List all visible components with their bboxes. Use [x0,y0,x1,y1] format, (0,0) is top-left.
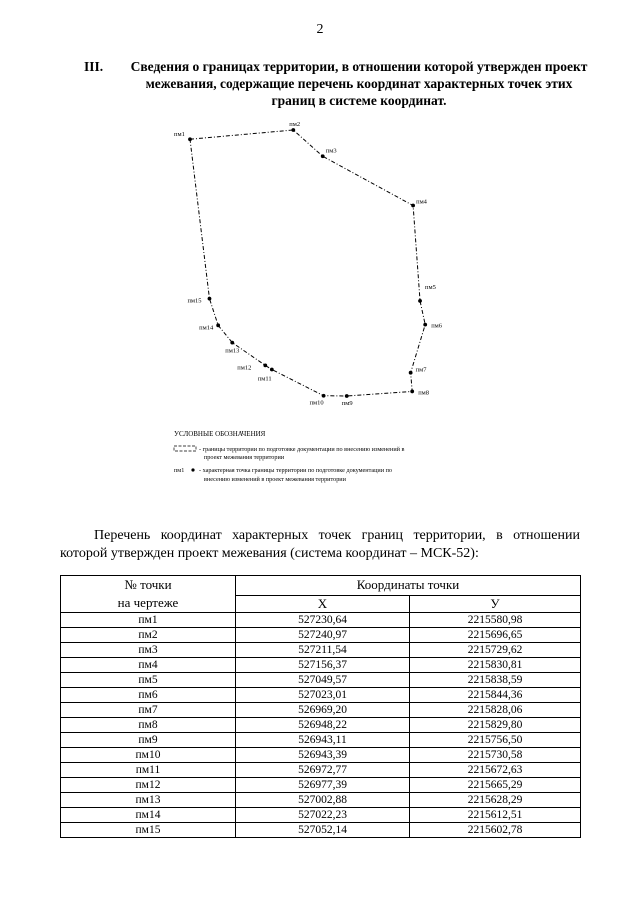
x-coordinate-cell: 526977,39 [236,778,410,793]
table-row [61,778,581,793]
boundary-point-marker [423,323,427,327]
boundary-point-label: пм13 [225,347,240,355]
y-coordinate-cell: 2215829,80 [410,718,581,733]
point-number-cell: пм5 [61,673,236,688]
boundary-point-label: пм8 [418,389,430,397]
boundary-point-marker [345,394,349,398]
x-coordinate-cell: 526943,39 [236,748,410,763]
y-coordinate-cell: 2215612,51 [410,808,581,823]
page-number: 2 [316,22,324,37]
point-number-header-line2: на чертеже [117,595,179,610]
y-coordinate-cell: 2215844,36 [410,688,581,703]
table-row [61,748,581,763]
boundary-scheme [160,112,500,497]
table-row [61,823,581,838]
x-coordinate-cell: 527230,64 [236,613,410,628]
boundary-point-marker [409,371,413,375]
point-number-cell: пм15 [61,823,236,838]
y-coordinate-cell: 2215730,58 [410,748,581,763]
x-coordinate-cell: 527240,97 [236,628,410,643]
boundary-point-label: пм4 [416,198,427,206]
boundary-point-label: пм14 [199,324,214,332]
table-row [61,673,581,688]
boundary-point-label: пм9 [341,399,353,407]
boundary-point-marker [208,297,212,301]
table-row [61,763,581,778]
boundary-point-label: пм2 [289,121,301,128]
boundary-point-marker [230,341,234,345]
y-coordinate-cell: 2215756,50 [410,733,581,748]
x-coordinate-cell: 527052,14 [236,823,410,838]
boundary-point-label: пм15 [187,297,202,305]
territory-boundary-line [190,130,425,396]
legend-point-symbol-label: пм1 [174,467,185,474]
point-number-header-line1: № точки [124,577,172,592]
boundary-point-marker [270,368,274,372]
point-number-cell: пм10 [61,748,236,763]
coordinates-header: Координаты точки [236,576,581,596]
y-coordinate-cell: 2215696,65 [410,628,581,643]
coordinates-intro-paragraph: Перечень координат характерных точек границ территории, в отношении которой утвержден проект межевания (система координат – МСК-52): [60,528,580,561]
x-coordinate-cell: 526948,22 [236,718,410,733]
point-number-cell: пм12 [61,778,236,793]
point-number-cell: пм1 [61,613,236,628]
boundary-point-label: пм3 [325,147,337,155]
x-column-header: X [236,595,410,612]
legend-title: УСЛОВНЫЕ ОБОЗНАЧЕНИЯ [174,430,266,438]
boundary-point-marker [322,394,326,398]
point-number-cell: пм4 [61,658,236,673]
x-coordinate-cell: 526943,11 [236,733,410,748]
x-coordinate-cell: 527049,57 [236,673,410,688]
point-number-cell: пм14 [61,808,236,823]
point-number-cell: пм2 [61,628,236,643]
coordinates-table [60,575,581,838]
y-coordinate-cell: 2215580,98 [410,613,581,628]
legend-boundary-text-a: - границы территории по подготовке документации по внесению изменений в [199,446,405,453]
point-number-cell: пм11 [61,763,236,778]
y-column-header: У [410,595,581,612]
x-coordinate-cell: 526969,20 [236,703,410,718]
point-number-header [61,576,236,613]
boundary-point-label: пм11 [257,375,272,383]
table-row [61,793,581,808]
boundary-point-label: пм5 [425,283,436,291]
table-row [61,703,581,718]
legend [174,430,405,483]
table-row [61,733,581,748]
legend-point-text-a: - характерная точка границы территории по подготовке документации по [199,467,393,474]
point-number-cell: пм9 [61,733,236,748]
boundary-point-marker [291,128,295,132]
x-coordinate-cell: 527002,88 [236,793,410,808]
table-row [61,688,581,703]
table-row [61,628,581,643]
boundary-point-marker [418,299,422,303]
boundary-point-marker [188,137,192,141]
boundary-point-label: пм12 [237,364,252,372]
boundary-points [174,121,443,407]
boundary-point-label: пм1 [174,131,185,139]
y-coordinate-cell: 2215830,81 [410,658,581,673]
boundary-point-label: пм6 [431,322,443,330]
x-coordinate-cell: 527023,01 [236,688,410,703]
point-number-cell: пм3 [61,643,236,658]
point-number-cell: пм6 [61,688,236,703]
point-number-cell: пм8 [61,718,236,733]
x-coordinate-cell: 527156,37 [236,658,410,673]
x-coordinate-cell: 527211,54 [236,643,410,658]
boundary-point-marker [216,323,220,327]
y-coordinate-cell: 2215665,29 [410,778,581,793]
boundary-point-label: пм7 [415,366,427,374]
point-number-cell: пм13 [61,793,236,808]
table-row [61,718,581,733]
y-coordinate-cell: 2215828,06 [410,703,581,718]
boundary-point-marker [263,363,267,367]
y-coordinate-cell: 2215672,63 [410,763,581,778]
x-coordinate-cell: 526972,77 [236,763,410,778]
section-heading [84,58,594,109]
y-coordinate-cell: 2215602,78 [410,823,581,838]
y-coordinate-cell: 2215838,59 [410,673,581,688]
y-coordinate-cell: 2215729,62 [410,643,581,658]
y-coordinate-cell: 2215628,29 [410,793,581,808]
legend-point-symbol [191,468,194,471]
legend-point-text-b: внесению изменений в проект межевания территории [204,476,346,483]
section-number: III. [84,59,104,74]
table-row [61,613,581,628]
legend-boundary-symbol [174,446,196,451]
table-row [61,643,581,658]
section-title: Сведения о границах территории, в отношении которой утвержден проект межевания, содержащие перечень координат характерных точек этих границ в системе координат. [130,59,588,108]
boundary-point-marker [321,154,325,158]
boundary-point-marker [410,390,414,394]
legend-boundary-text-b: проект межевания территории [204,454,285,461]
table-row [61,658,581,673]
point-number-cell: пм7 [61,703,236,718]
boundary-point-marker [411,204,415,208]
x-coordinate-cell: 527022,23 [236,808,410,823]
table-row [61,808,581,823]
boundary-point-label: пм10 [309,399,324,407]
